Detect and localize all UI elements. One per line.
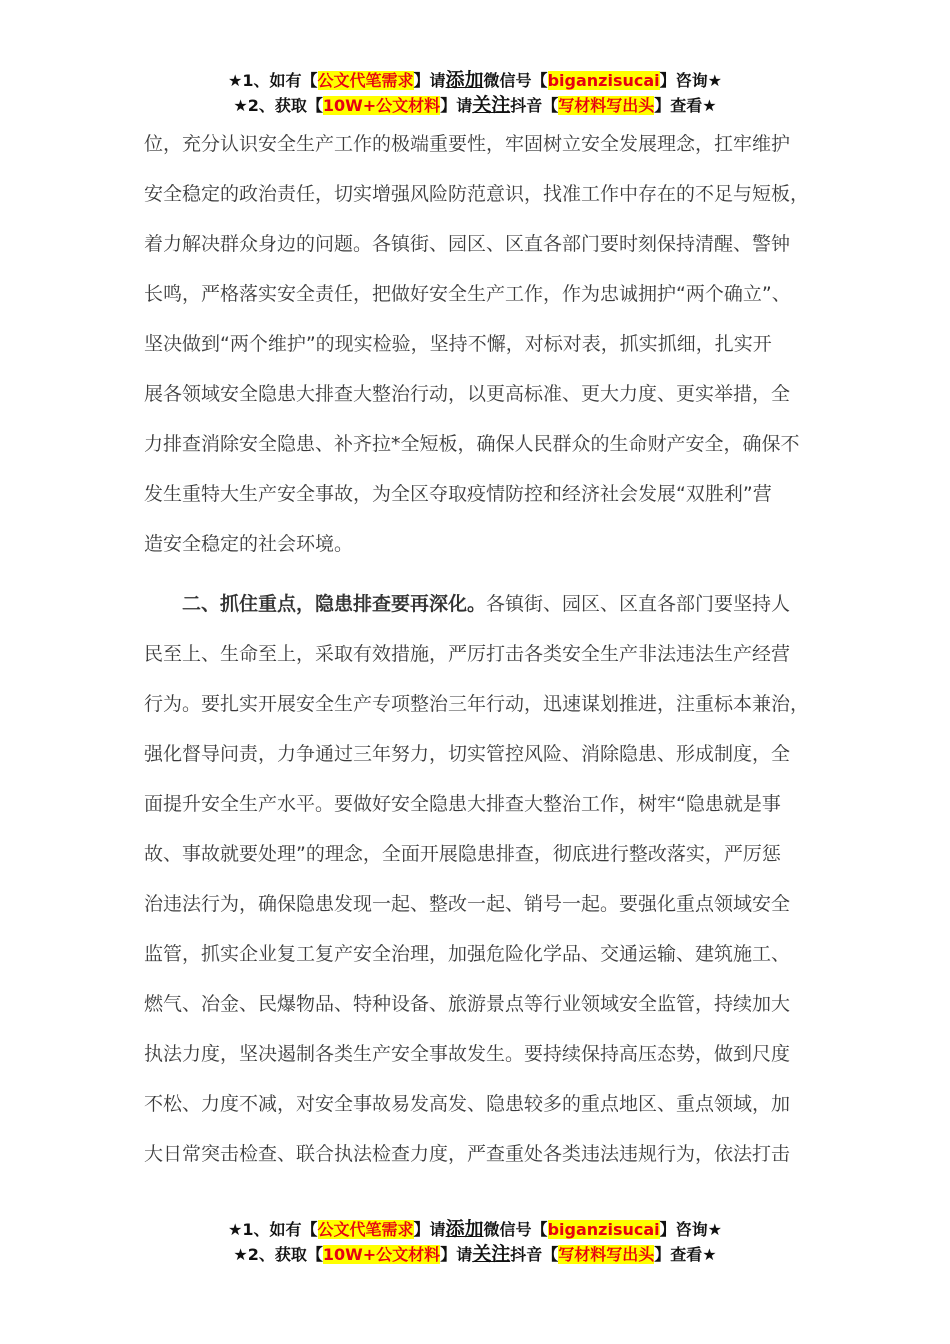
document-body xyxy=(144,119,814,1179)
text-line: 力排查消除安全隐患、补齐拉*全短板，确保人民群众的生命财产安全，确保不 xyxy=(144,433,800,455)
text-line: 执法力度，坚决遏制各类生产安全事故发生。要持续保持高压态势，做到尺度 xyxy=(144,1043,791,1065)
banner-text: ★1、如有【 xyxy=(228,71,318,90)
banner-text: ★1、如有【 xyxy=(228,1220,318,1239)
banner-text: 】请 xyxy=(440,96,473,115)
text-line: 发生重特大生产安全事故，为全区夺取疫情防控和经济社会发展“双胜利”营 xyxy=(144,483,772,505)
banner-text: 】咨询★ xyxy=(659,1220,722,1239)
text-line: 安全稳定的政治责任，切实增强风险防范意识，找准工作中存在的不足与短板， xyxy=(144,183,810,205)
banner-highlight: biganzisucai xyxy=(547,71,660,90)
banner-text: 】请 xyxy=(440,1245,473,1264)
banner-line-1 xyxy=(0,1217,950,1242)
banner-text: 微信号【 xyxy=(483,1220,548,1239)
text-line: 长鸣，严格落实安全责任，把做好安全生产工作，作为忠诚拥护“两个确立”、 xyxy=(144,283,791,305)
text-line xyxy=(144,579,814,629)
banner-emphasis: 添加 xyxy=(445,69,484,91)
banner-text: 】查看★ xyxy=(654,96,717,115)
text-run: 各镇街、园区、区直各部门要坚持人 xyxy=(486,593,791,615)
text-line: 大日常突击检查、联合执法检查力度，严查重处各类违法违规行为，依法打击 xyxy=(144,1143,791,1165)
banner-highlight: 10W+公文材料 xyxy=(322,96,441,115)
banner-highlight: 写材料写出头 xyxy=(558,96,655,115)
banner-highlight: 10W+公文材料 xyxy=(322,1245,441,1264)
banner-emphasis: 关注 xyxy=(472,1243,511,1265)
banner-text: 微信号【 xyxy=(483,71,548,90)
text-line: 民至上、生命至上，采取有效措施，严厉打击各类安全生产非法违法生产经营 xyxy=(144,643,791,665)
text-line: 故、事故就要处理”的理念，全面开展隐患排查，彻底进行整改落实，严厉惩 xyxy=(144,843,781,865)
banner-emphasis: 关注 xyxy=(472,94,511,116)
text-line: 展各领域安全隐患大排查大整治行动，以更高标准、更大力度、更实举措，全 xyxy=(144,383,791,405)
banner-text: 】咨询★ xyxy=(659,71,722,90)
text-line: 位，充分认识安全生产工作的极端重要性，牢固树立安全发展理念，扛牢维护 xyxy=(144,133,791,155)
banner-text: 】请 xyxy=(413,1220,446,1239)
banner-text: ★2、获取【 xyxy=(233,1245,323,1264)
banner-line-1 xyxy=(0,68,950,93)
banner-highlight: 公文代笔需求 xyxy=(317,1220,414,1239)
text-line: 治违法行为，确保隐患发现一起、整改一起、销号一起。要强化重点领域安全 xyxy=(144,893,791,915)
text-line: 着力解决群众身边的问题。各镇街、园区、区直各部门要时刻保持清醒、警钟 xyxy=(144,233,791,255)
banner-line-2 xyxy=(0,1242,950,1267)
banner-text: 抖音【 xyxy=(510,96,559,115)
paragraph-1 xyxy=(144,119,814,569)
text-line: 行为。要扎实开展安全生产专项整治三年行动，迅速谋划推进，注重标本兼治， xyxy=(144,693,810,715)
banner-highlight: biganzisucai xyxy=(547,1220,660,1239)
banner-highlight: 公文代笔需求 xyxy=(317,71,414,90)
banner-text: 】查看★ xyxy=(654,1245,717,1264)
paragraph-2 xyxy=(144,579,814,1179)
banner-line-2 xyxy=(0,93,950,118)
header-banner xyxy=(0,68,950,118)
text-line: 造安全稳定的社会环境。 xyxy=(144,533,354,555)
text-line: 面提升安全生产水平。要做好安全隐患大排查大整治工作，树牢“隐患就是事 xyxy=(144,793,781,815)
footer-banner xyxy=(0,1217,950,1267)
banner-emphasis: 添加 xyxy=(445,1218,484,1240)
text-line: 强化督导问责，力争通过三年努力，切实管控风险、消除隐患、形成制度，全 xyxy=(144,743,791,765)
text-line: 监管，抓实企业复工复产安全治理，加强危险化学品、交通运输、建筑施工、 xyxy=(144,943,791,965)
section-heading: 二、抓住重点，隐患排查要再深化。 xyxy=(182,593,487,615)
banner-highlight: 写材料写出头 xyxy=(558,1245,655,1264)
banner-text: ★2、获取【 xyxy=(233,96,323,115)
banner-text: 】请 xyxy=(413,71,446,90)
banner-text: 抖音【 xyxy=(510,1245,559,1264)
text-line: 燃气、冶金、民爆物品、特种设备、旅游景点等行业领域安全监管，持续加大 xyxy=(144,993,791,1015)
text-line: 不松、力度不减，对安全事故易发高发、隐患较多的重点地区、重点领域，加 xyxy=(144,1093,791,1115)
text-line: 坚决做到“两个维护”的现实检验，坚持不懈，对标对表，抓实抓细，扎实开 xyxy=(144,333,772,355)
